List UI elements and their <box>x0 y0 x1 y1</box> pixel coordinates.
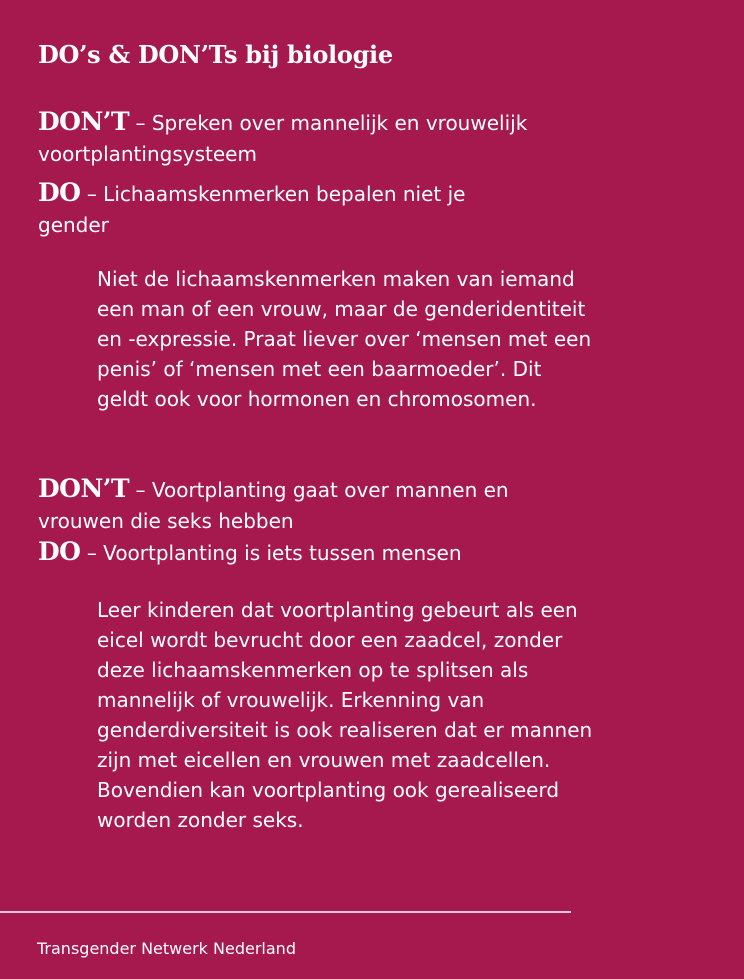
dont-text: – Voortplanting gaat over mannen en vrouwen die seks hebben <box>38 478 509 533</box>
dont-label: DON’T <box>38 474 130 503</box>
explanation-paragraph-2: Leer kinderen dat voortplanting gebeurt als een eicel wordt bevrucht door een zaadcel, zonder deze lichaamskenmerken op te splitsen als mannelijk of vrouwelijk. Erkenning van genderdiversiteit is ook realiseren dat er mannen zijn met eicellen en vrouwen met zaadcellen. Bovendien kan voortplanting ook gerealiseerd worden zonder seks. <box>97 598 593 832</box>
explanation-paragraph-1: Niet de lichaamskenmerken maken van iemand een man of een vrouw, maar de genderidentiteit en -expressie. Praat liever over ‘mensen met een penis’ of ‘mensen met een baarmoeder’. Dit geldt ook voor hormonen en chromosomen. <box>97 267 592 411</box>
page-title: DO’s & DON’Ts bij biologie <box>38 40 393 69</box>
do-statement-1 <box>38 177 508 241</box>
do-text: – Lichaamskenmerken bepalen niet je gender <box>38 182 466 237</box>
footer-organization: Transgender Netwerk Nederland <box>37 939 296 958</box>
dont-statement-2 <box>38 473 558 537</box>
do-label: DO <box>38 178 81 207</box>
footer-divider <box>0 911 571 913</box>
do-label: DO <box>38 537 81 566</box>
do-statement-2 <box>38 536 628 569</box>
dont-label: DON’T <box>38 107 130 136</box>
dont-statement-1 <box>38 106 628 170</box>
dont-text: – Spreken over mannelijk en vrouwelijk voortplantingsysteem <box>38 111 528 166</box>
do-text: – Voortplanting is iets tussen mensen <box>86 541 462 565</box>
